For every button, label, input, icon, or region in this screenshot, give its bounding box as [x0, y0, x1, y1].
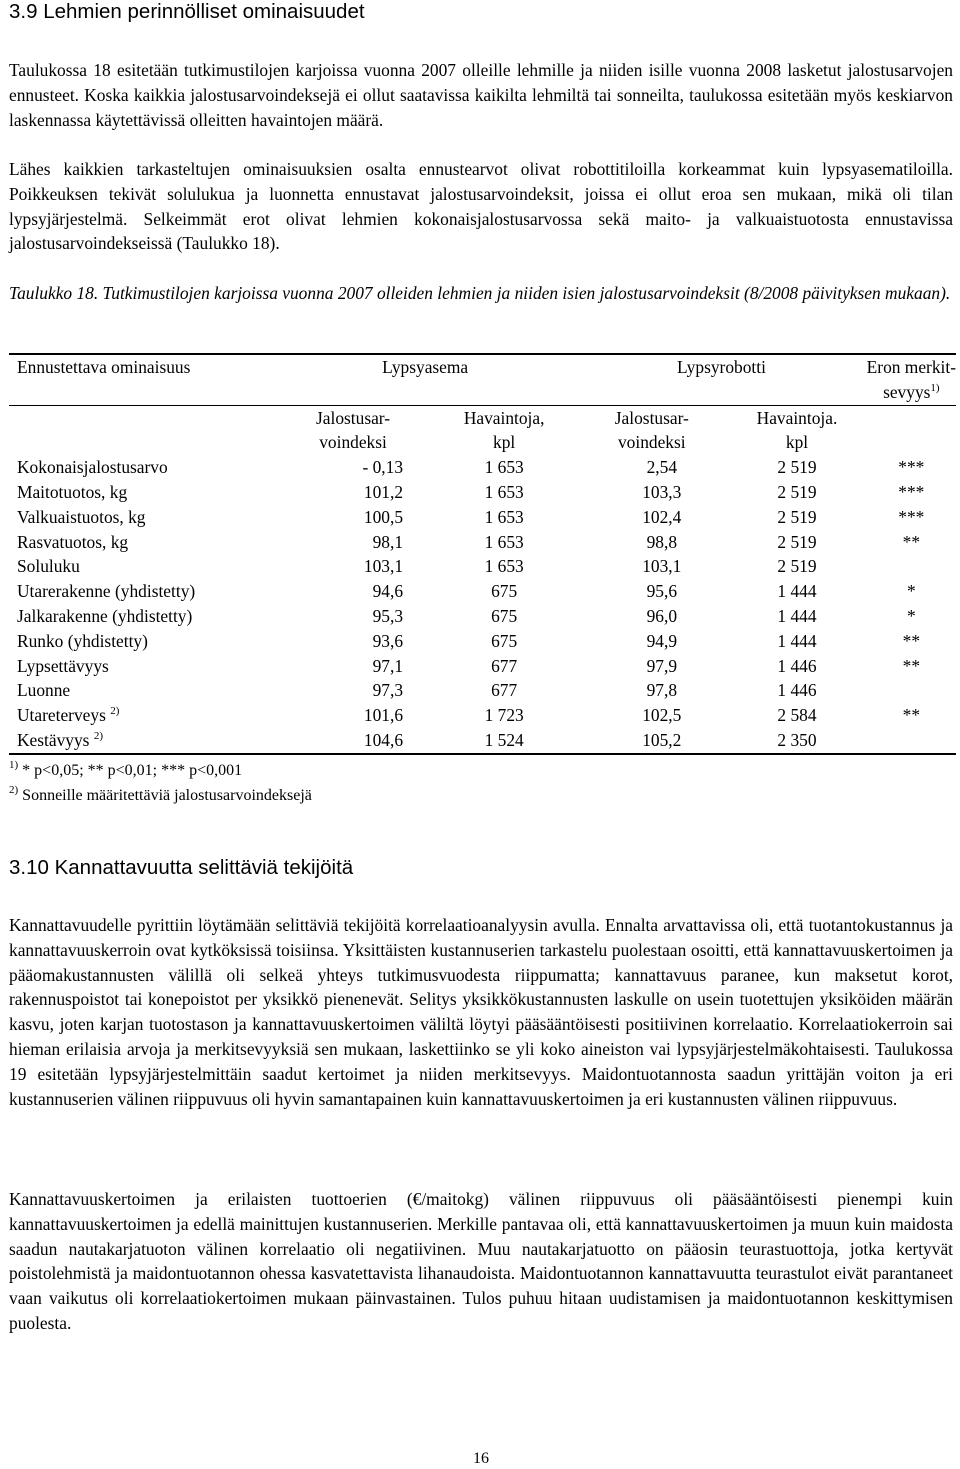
- observations-parlour-text: 1 653: [484, 506, 524, 527]
- breeding-value-table: [9, 353, 956, 755]
- trait-name-text: Soluluku: [17, 556, 80, 577]
- footnote-mark: 2): [9, 784, 19, 796]
- breeding-value-robot: [576, 654, 727, 679]
- observations-parlour: [432, 480, 576, 505]
- significance: [867, 703, 956, 728]
- page-number: 16: [473, 1450, 489, 1467]
- significance-text: **: [902, 655, 921, 676]
- breeding-value-robot: [576, 530, 727, 555]
- breeding-value-robot: [576, 703, 727, 728]
- observations-parlour: [432, 654, 576, 679]
- observations-robot-text: 2 519: [777, 506, 817, 527]
- significance: [867, 728, 956, 754]
- observations-robot: [727, 728, 866, 754]
- breeding-value-robot: [576, 455, 727, 480]
- observations-robot-text: 1 444: [777, 605, 817, 626]
- table-row: [9, 505, 956, 530]
- observations-parlour-text: 675: [491, 581, 518, 602]
- header-significance-line2: sevyys: [883, 381, 931, 402]
- observations-parlour-text: 675: [491, 605, 518, 626]
- breeding-value-parlour-text: 95,3: [372, 605, 404, 626]
- significance: [867, 678, 956, 703]
- breeding-value-robot: [576, 554, 727, 579]
- observations-robot-text: 2 519: [777, 531, 817, 552]
- paragraph-correlation: Kannattavuudelle pyrittiin löytämään selittäviä tekijöitä korrelaatioanalyysin avulla. Ennalta arvattavissa oli, että tuotantokustannus ja kannattavuuskerroin ovat kytköksissä toisiinsa. Yksittäisten kustannuserien tarkastelu puolestaan osoitti, että kannattavuuskertoimen ja pääomakustannusten välillä oli selkeä yhteys tutkimusvuodesta riippumatta; kannattavuus paranee, kun maksetut korot, rakennuspoistot tai konepoistot per yksikkö pienenevät. Selitys yksikkökustannusten laskulle on usein tuotettujen yksiköiden määrän kasvu, joten karjan tuotostason ja kannattavuuskertoimen väliltä löytyi pääsääntöisesti positiivinen korrelaatio. Korrelaatiokerroin sai hieman erilaisia arvoja ja merkitsevyyksiä sen mukaan, laskettiinko se yli koko aineiston vai lypsyjärjestelmäkohtaisesti. Taulukossa 19 esitetään lypsyjärjestelmittäin saadut kertoimet ja niiden merkitsevyys. Maidontuotannosta saadun yrittäjän voiton ja eri kustannuserien välinen riippuvuus oli hyvin samantapainen kuin kannattavuuskertoimen ja eri kustannusten välinen riippuvuus.: [9, 915, 953, 1109]
- footnote-marker: 2): [93, 729, 103, 742]
- trait-name: [9, 728, 274, 754]
- breeding-value-robot: [576, 579, 727, 604]
- section-heading-3-10: 3.10 Kannattavuutta selittäviä tekijöitä: [9, 856, 354, 879]
- significance: [867, 455, 956, 480]
- observations-robot: [727, 455, 866, 480]
- subheader-breeding-value-robot: [576, 405, 727, 455]
- observations-parlour: [432, 530, 576, 555]
- observations-parlour: [432, 579, 576, 604]
- trait-name-text: Utareterveys: [17, 705, 106, 726]
- observations-robot-text: 1 446: [777, 680, 817, 701]
- breeding-value-parlour-text: - 0,13: [362, 457, 404, 478]
- trait-name-text: Rasvatuotos, kg: [17, 531, 129, 552]
- trait-name-text: Lypsettävyys: [17, 655, 109, 676]
- subheader-c1: Jalostusar-: [614, 407, 689, 428]
- trait-name: [9, 629, 274, 654]
- breeding-value-parlour: [274, 629, 432, 654]
- observations-parlour-text: 677: [491, 655, 518, 676]
- breeding-value-parlour: [274, 579, 432, 604]
- observations-parlour-text: 1 653: [484, 457, 524, 478]
- table-row: [9, 554, 956, 579]
- breeding-value-parlour: [274, 480, 432, 505]
- observations-robot-text: 2 519: [777, 457, 817, 478]
- significance: [867, 579, 956, 604]
- paragraph-revenue: Kannattavuuskertoimen ja erilaisten tuottoerien (€/maitokg) välinen riippuvuus oli pääsääntöisesti pienempi kuin kannattavuuskertoimen ja edellä mainittujen kustannuserien. Merkille pantavaa oli, että kannattavuuskertoimen ja muun kuin maidosta saadun nautakarjatuoton välinen korrelaatio oli negatiivinen. Muu nautakarjatuotto on pääosin teurastuottoja, jotka kertyvät poistolehmistä ja maidontuotannon ohessa kasvatettavista lihanaudoista. Maidontuotannon kannattavuutta teurastulot eivät parantaneet vaan vaikutus oli korrelaatiokertoimen mukaan päinvastainen. Tulos puhuu hitaan uudistamisen ja maidontuotannon keskittymisen puolesta.: [9, 1189, 953, 1333]
- significance: [867, 505, 956, 530]
- trait-name-text: Luonne: [17, 680, 71, 701]
- table-row: [9, 579, 956, 604]
- trait-name: [9, 480, 274, 505]
- subheader-b1: Havaintoja,: [463, 407, 545, 428]
- trait-name: [9, 703, 274, 728]
- header-significance-line1: Eron merkit-: [866, 357, 956, 377]
- breeding-value-robot: [576, 604, 727, 629]
- table-row: [9, 604, 956, 629]
- observations-robot: [727, 604, 866, 629]
- observations-robot-text: 2 350: [777, 729, 817, 750]
- header-significance-sup: 1): [930, 381, 940, 394]
- table-row: [9, 530, 956, 555]
- significance: [867, 480, 956, 505]
- significance-text: **: [902, 531, 921, 552]
- subheader-d1: Havaintoja.: [756, 407, 838, 428]
- breeding-value-robot-text: 96,0: [646, 605, 678, 626]
- breeding-value-parlour-text: 101,6: [363, 705, 404, 726]
- observations-parlour: [432, 703, 576, 728]
- observations-robot: [727, 554, 866, 579]
- breeding-value-robot-text: 102,5: [642, 705, 682, 726]
- breeding-value-robot-text: 95,6: [646, 581, 678, 602]
- trait-name: [9, 505, 274, 530]
- breeding-value-parlour-text: 97,3: [372, 680, 404, 701]
- significance: [867, 554, 956, 579]
- significance: [867, 604, 956, 629]
- trait-name-text: Kokonaisjalostusarvo: [17, 457, 168, 478]
- subheader-breeding-value-parlour: [274, 405, 432, 455]
- subheader-observations-robot: [727, 405, 866, 455]
- significance: [867, 629, 956, 654]
- observations-parlour-text: 675: [491, 630, 518, 651]
- breeding-value-robot-text: 105,2: [642, 729, 682, 750]
- trait-name: [9, 579, 274, 604]
- breeding-value-robot-text: 94,9: [646, 630, 678, 651]
- significance-text: ***: [898, 506, 925, 527]
- trait-name-text: Utarerakenne (yhdistetty): [17, 581, 196, 602]
- observations-parlour: [432, 505, 576, 530]
- observations-parlour-text: 1 723: [484, 705, 524, 726]
- breeding-value-parlour: [274, 604, 432, 629]
- breeding-value-robot: [576, 505, 727, 530]
- footnote-text: Sonneille määritettäviä jalostusarvoindeksejä: [18, 787, 312, 804]
- trait-name-text: Runko (yhdistetty): [17, 630, 148, 651]
- significance-text: ***: [898, 481, 925, 502]
- significance-text: **: [902, 630, 921, 651]
- observations-parlour-text: 1 653: [484, 481, 524, 502]
- breeding-value-parlour: [274, 678, 432, 703]
- observations-robot-text: 2 584: [777, 705, 817, 726]
- table-row: [9, 654, 956, 679]
- footnote: [9, 786, 312, 806]
- observations-parlour: [432, 728, 576, 754]
- header-milking-robot: Lypsyrobotti: [576, 354, 866, 380]
- trait-name-text: Valkuaistuotos, kg: [17, 506, 146, 527]
- footnote: [9, 761, 242, 781]
- breeding-value-parlour: [274, 505, 432, 530]
- breeding-value-parlour: [274, 455, 432, 480]
- subheader-observations-parlour: [432, 405, 576, 455]
- table-row: [9, 455, 956, 480]
- observations-robot-text: 1 444: [777, 581, 817, 602]
- observations-robot-text: 2 519: [777, 481, 817, 502]
- breeding-value-parlour-text: 98,1: [372, 531, 404, 552]
- observations-robot-text: 1 446: [777, 655, 817, 676]
- breeding-value-robot-text: 97,9: [646, 655, 678, 676]
- breeding-value-robot: [576, 629, 727, 654]
- significance: [867, 654, 956, 679]
- significance-text: *: [906, 605, 916, 626]
- breeding-value-robot-text: 103,3: [642, 481, 682, 502]
- breeding-value-parlour-text: 100,5: [363, 506, 404, 527]
- breeding-value-parlour: [274, 654, 432, 679]
- breeding-value-parlour: [274, 530, 432, 555]
- observations-parlour-text: 1 524: [484, 729, 524, 750]
- breeding-value-parlour-text: 93,6: [372, 630, 404, 651]
- observations-parlour: [432, 629, 576, 654]
- table-row: [9, 728, 956, 754]
- subheader-a1: Jalostusar-: [316, 407, 391, 428]
- breeding-value-robot: [576, 728, 727, 754]
- observations-parlour: [432, 604, 576, 629]
- header-milking-parlour: Lypsyasema: [274, 354, 576, 380]
- section-heading-3-9: 3.9 Lehmien perinnölliset ominaisuudet: [9, 0, 365, 23]
- observations-robot: [727, 505, 866, 530]
- table-row: [9, 629, 956, 654]
- paragraph-results: Lähes kaikkien tarkasteltujen ominaisuuksien osalta ennustearvot olivat robottitiloilla korkeammat kuin lypsyasematiloilla. Poikkeuksen tekivät solulukua ja luonnetta ennustavat jalostusarvoindeksit, joissa ei ollut eroa sen mukaan, mikä oli tilan lypsyjärjestelmä. Selkeimmät erot olivat lehmien kokonaisjalostusarvossa sekä maito- ja valkuaistuotosta ennustavissa jalostusarvoindekseissä (Taulukko 18).: [9, 159, 953, 254]
- trait-name: [9, 455, 274, 480]
- significance-text: ***: [898, 457, 925, 478]
- observations-parlour-text: 1 653: [484, 531, 524, 552]
- breeding-value-parlour: [274, 728, 432, 754]
- observations-robot: [727, 678, 866, 703]
- trait-name-text: Maitotuotos, kg: [17, 481, 128, 502]
- observations-parlour: [432, 455, 576, 480]
- header-significance: [867, 354, 956, 380]
- observations-robot: [727, 703, 866, 728]
- observations-robot: [727, 579, 866, 604]
- table-row: [9, 703, 956, 728]
- paragraph-intro: Taulukossa 18 esitetään tutkimustilojen karjoissa vuonna 2007 olleille lehmille ja niiden isille vuonna 2008 lasketut jalostusarvojen ennusteet. Koska kaikkia jalostusarvoindeksejä ei ollut saatavissa kaikilta lehmiltä tai sonneilta, taulukossa esitetään myös keskiarvon laskennassa käytettävissä olleitten havaintojen määrä.: [9, 60, 953, 130]
- footnote-text: * p<0,05; ** p<0,01; *** p<0,001: [18, 762, 243, 779]
- breeding-value-parlour: [274, 703, 432, 728]
- observations-robot-text: 2 519: [777, 556, 817, 577]
- breeding-value-parlour-text: 94,6: [372, 581, 404, 602]
- header-trait: Ennustettava ominaisuus: [9, 354, 274, 380]
- trait-name-text: Jalkarakenne (yhdistetty): [17, 605, 193, 626]
- trait-name: [9, 554, 274, 579]
- trait-name-text: Kestävyys: [17, 729, 90, 750]
- breeding-value-robot-text: 97,8: [646, 680, 678, 701]
- breeding-value-parlour-text: 97,1: [372, 655, 404, 676]
- observations-robot: [727, 530, 866, 555]
- breeding-value-parlour: [274, 554, 432, 579]
- trait-name: [9, 654, 274, 679]
- table-row: [9, 678, 956, 703]
- trait-name: [9, 678, 274, 703]
- significance: [867, 530, 956, 555]
- breeding-value-robot-text: 2,54: [646, 457, 678, 478]
- observations-parlour-text: 1 653: [484, 556, 524, 577]
- observations-robot-text: 1 444: [777, 630, 817, 651]
- observations-parlour: [432, 554, 576, 579]
- footnote-marker: 2): [110, 705, 120, 718]
- subheader-a2: voindeksi: [319, 432, 387, 453]
- breeding-value-robot-text: 103,1: [642, 556, 682, 577]
- observations-robot: [727, 654, 866, 679]
- footnote-mark: 1): [9, 759, 19, 771]
- breeding-value-robot-text: 98,8: [646, 531, 678, 552]
- breeding-value-robot: [576, 480, 727, 505]
- trait-name: [9, 530, 274, 555]
- subheader-b2: kpl: [493, 432, 516, 453]
- breeding-value-parlour-text: 101,2: [363, 481, 404, 502]
- table-caption: Taulukko 18. Tutkimustilojen karjoissa vuonna 2007 olleiden lehmien ja niiden isien jalostusarvoindeksit (8/2008 päivityksen mukaan).: [9, 283, 951, 303]
- significance-text: *: [906, 581, 916, 602]
- observations-robot: [727, 480, 866, 505]
- breeding-value-parlour-text: 103,1: [363, 556, 404, 577]
- table-row: [9, 480, 956, 505]
- subheader-c2: voindeksi: [617, 432, 686, 453]
- breeding-value-parlour-text: 104,6: [363, 729, 404, 750]
- breeding-value-robot: [576, 678, 727, 703]
- significance-text: **: [902, 705, 921, 726]
- observations-parlour: [432, 678, 576, 703]
- breeding-value-robot-text: 102,4: [642, 506, 682, 527]
- observations-robot: [727, 629, 866, 654]
- subheader-d2: kpl: [785, 432, 809, 453]
- trait-name: [9, 604, 274, 629]
- observations-parlour-text: 677: [491, 680, 518, 701]
